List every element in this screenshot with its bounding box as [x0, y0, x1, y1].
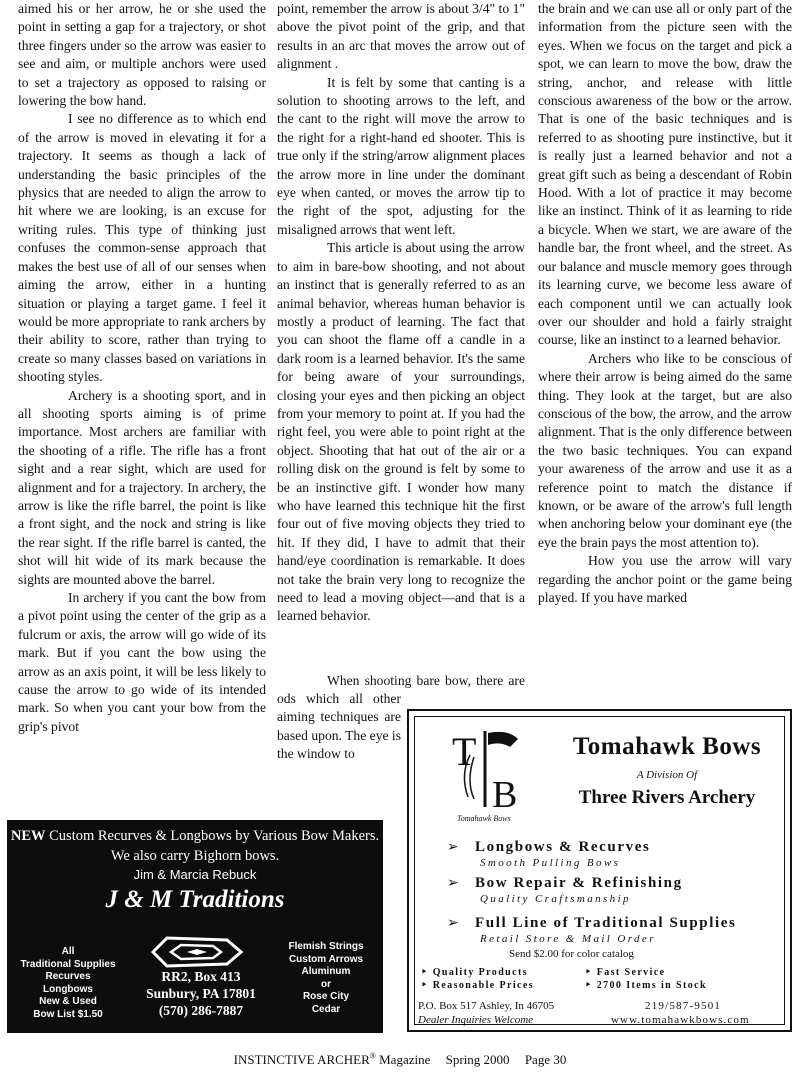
article-column-3	[538, 0, 792, 700]
ad-subline: We also carry Bighorn bows.	[110, 848, 280, 864]
list-item: All	[61, 946, 75, 957]
arrow-bullet-icon: ➢	[447, 876, 459, 891]
list-item: Recurves	[45, 971, 91, 982]
logo-letter-t: T	[452, 729, 477, 774]
arrow-bullet-icon: ➢	[447, 840, 459, 855]
tomahawk-bows-ad	[407, 709, 792, 1032]
new-label: NEW	[10, 828, 46, 844]
catalog-note: Send $2.00 for color catalog	[509, 948, 634, 960]
paragraph: This article is about using the arrow to aim in bare-bow shooting, and not about an instinct that is generally referred to as an animal behavior, whereas human behavior is mostly a product of learning. The fact that you can shoot the flame off a candle in a dark room is a learned behavior. It's the same for being aware of your surroundings, closing your eyes and then picking an object from your memory to point at. If you had the right feel, you were able to point right at the object. Shooting that hat out of the air or a rolling disk on the ground is felt by some to be an instinctive gift. I wonder how many who have learned this technique hit the first four out of five moving objects they tried to hit. If they did, I have to admit that their hand/eye coordination is remarkable. It does not take the brain very long to recognize the need to lead a moving object—and that is a learned behavior.	[277, 240, 525, 624]
paragraph: the brain and we can use all or only part of the information from the picture seen with the eyes. When we focus on the target and pick a spot, we can learn to move the bow, draw the string, anchor, and release with little conscious awareness of the bow or the arrow. That is one of the basic techniques and is referred to as shooting pure instinctive, but it is really just a learned behavior and not a great gift such as being a descendant of Robin Hood. With a lot of practice it may become like an instinct. Think of it as learning to ride a bicycle. When we start, we are aware of the handle bar, the front wheel, and the street. As our balance and muscle memory goes through its learning curve, we become less aware of each component until we can actually look over our shoulder and hold a fairly straight course, like an instinct to a learned behavior.	[538, 1, 792, 348]
paragraph: Archery is a shooting sport, and in all shooting sports aiming is of prime importance. Most archers are familiar with the shooting of a rifle. The rifle has a front sight and a rear sight, which are used for alignment and for a trajectory. In archery, the arrow is like the rifle barrel, the point is like a front sight, and the nock and string is like the rear sight. If the rifle barrel is canted, the shot will hit wide of its mark because the sights are mounted above the barrel.	[18, 387, 266, 587]
list-item: New & Used	[39, 996, 97, 1007]
list-item: Cedar	[311, 1003, 341, 1015]
page-number: Page 30	[524, 1052, 567, 1068]
issue-date: Spring 2000	[445, 1052, 510, 1068]
tomahawk-logo-icon	[448, 725, 528, 815]
small-arrow-icon: ‣	[421, 967, 433, 978]
ad-title: J & M Traditions	[105, 886, 285, 913]
feature-subtitle: Smooth Pulling Bows	[480, 857, 621, 869]
logo-caption: Tomahawk Bows	[457, 814, 511, 823]
feature-subtitle: Retail Store & Mail Order	[480, 933, 656, 945]
logo-letter-b: B	[492, 774, 518, 815]
phone-number: (570) 286-7887	[158, 1003, 244, 1018]
headline-text: Custom Recurves & Longbows by Various Bow Makers.	[49, 828, 380, 844]
list-item: or	[321, 978, 331, 990]
feature-name: Bow Repair & Refinishing	[475, 875, 683, 891]
supplies-list	[19, 946, 117, 1021]
ad-headline	[7, 828, 383, 845]
paragraph-tail-full: When shooting bare bow, there are	[327, 673, 525, 688]
small-arrow-icon: ‣	[585, 967, 597, 978]
magazine-name: INSTINCTIVE ARCHER® Magazine	[233, 1052, 431, 1068]
feature-subtitle: Quality Craftsmanship	[480, 893, 631, 905]
list-item: Custom Arrows	[288, 953, 364, 965]
dealer-note: Dealer Inquiries Welcome	[418, 1014, 534, 1026]
paragraph-tail-narrow: ods which all other aiming techniques are based upon. The eye is the window to	[277, 691, 401, 762]
ad-address	[127, 968, 275, 1019]
feature-name: Longbows & Recurves	[475, 839, 651, 855]
address-line: RR2, Box 413	[161, 969, 241, 984]
list-item: Longbows	[43, 983, 93, 995]
list-item: Bow List $1.50	[33, 1008, 103, 1020]
paragraph: In archery if you cant the bow from a pivot point using the center of the grip as a fulcrum or axis, the arrow will go wide of its mark. But if you cant the bow using the arrow as an axis point, it will be less likely to cause the arrow to go wide of its intended mark. So when you cant your bow from the grip's pivot	[18, 590, 266, 734]
paragraph: I see no difference as to which end of the arrow is moved in elevating it for a trajectory. It seems as though a lack of understanding the basic principles of the physics that are needed to align the arrow to hit where we are looking, is an excuse for writing rules. This type of thinking just confuses the common-sense approach that makes the best use of all of our senses when aiming the arrow, either in a hunting situation or playing a target game. I feel it would be more appropriate to rank archers by their ability to score, rather than trying to create so many classes based on variations in shooting styles.	[18, 111, 266, 385]
article-column-2	[277, 0, 525, 700]
strings-arrows-list	[277, 941, 375, 1016]
list-item: Traditional Supplies	[20, 958, 116, 970]
paragraph: It is felt by some that canting is a solution to shooting arrows to the left, and the cant to the right will move the arrow to the right for a right-hand ed shooter. This is true only if the string/arrow alignment places the arrow more in line under the dominant eye when canted, or moves the arrow tip to the right of the spot, adjusting for the misaligned arrows that went left.	[277, 74, 525, 237]
website-url: www.tomahawkbows.com	[611, 1014, 750, 1026]
paragraph: Archers who like to be conscious of where their arrow is being aimed do the same thing. They look at the target, but are also conscious of the bow, the arrow, and the arrow alignment. That is the only difference between the two basic techniques. You can expand your awareness of the arrow and use it as a reference point to match the distance if known, or be aware of the arrow's full length when anchoring below your dominant eye (the eye the brain pays the most attention to).	[538, 350, 792, 550]
service-bullet: ‣ Quality Products	[421, 967, 528, 978]
paragraph: How you use the arrow will vary regarding the anchor point or the game being played. If you have marked	[538, 553, 792, 605]
mailing-address: P.O. Box 517 Ashley, In 46705	[418, 1000, 555, 1012]
feature-name: Full Line of Traditional Supplies	[475, 915, 737, 931]
phone-number: 219/587-9501	[645, 1000, 722, 1012]
brand-name: Tomahawk Bows	[572, 733, 762, 760]
service-bullet: ‣ Reasonable Prices	[421, 980, 534, 991]
list-item: Flemish Strings	[288, 941, 364, 952]
paragraph: point, remember the arrow is about 3/4" to 1" above the pivot point of the grip, and that results in an arc that moves the arrow out of alignment .	[277, 1, 525, 72]
company-name: Three Rivers Archery	[578, 787, 756, 808]
page-footer	[0, 1052, 800, 1068]
list-item: Aluminum	[301, 966, 351, 977]
article-column-1	[18, 0, 266, 790]
ad-owners: Jim & Marcia Rebuck	[133, 867, 257, 882]
arrow-bullet-icon: ➢	[447, 916, 459, 931]
paragraph: aimed his or her arrow, he or she used the point in setting a gap for a trajectory, or shot three fingers under so the arrow was easier to see and aim, or multiple anchors were used to set a trajectory as opposed to raising or lowering the bow hand.	[18, 1, 266, 109]
ad-inner-frame	[414, 716, 785, 1025]
jm-traditions-ad	[7, 820, 383, 1033]
service-bullet: ‣ Fast Service	[585, 967, 666, 978]
small-arrow-icon: ‣	[421, 980, 433, 991]
list-item: Rose City	[302, 991, 350, 1002]
address-line: Sunbury, PA 17801	[146, 986, 256, 1001]
service-bullet: ‣ 2700 Items in Stock	[585, 980, 707, 991]
small-arrow-icon: ‣	[585, 980, 597, 991]
arrowhead-logo-icon	[149, 932, 245, 972]
division-label: A Division Of	[636, 769, 698, 781]
